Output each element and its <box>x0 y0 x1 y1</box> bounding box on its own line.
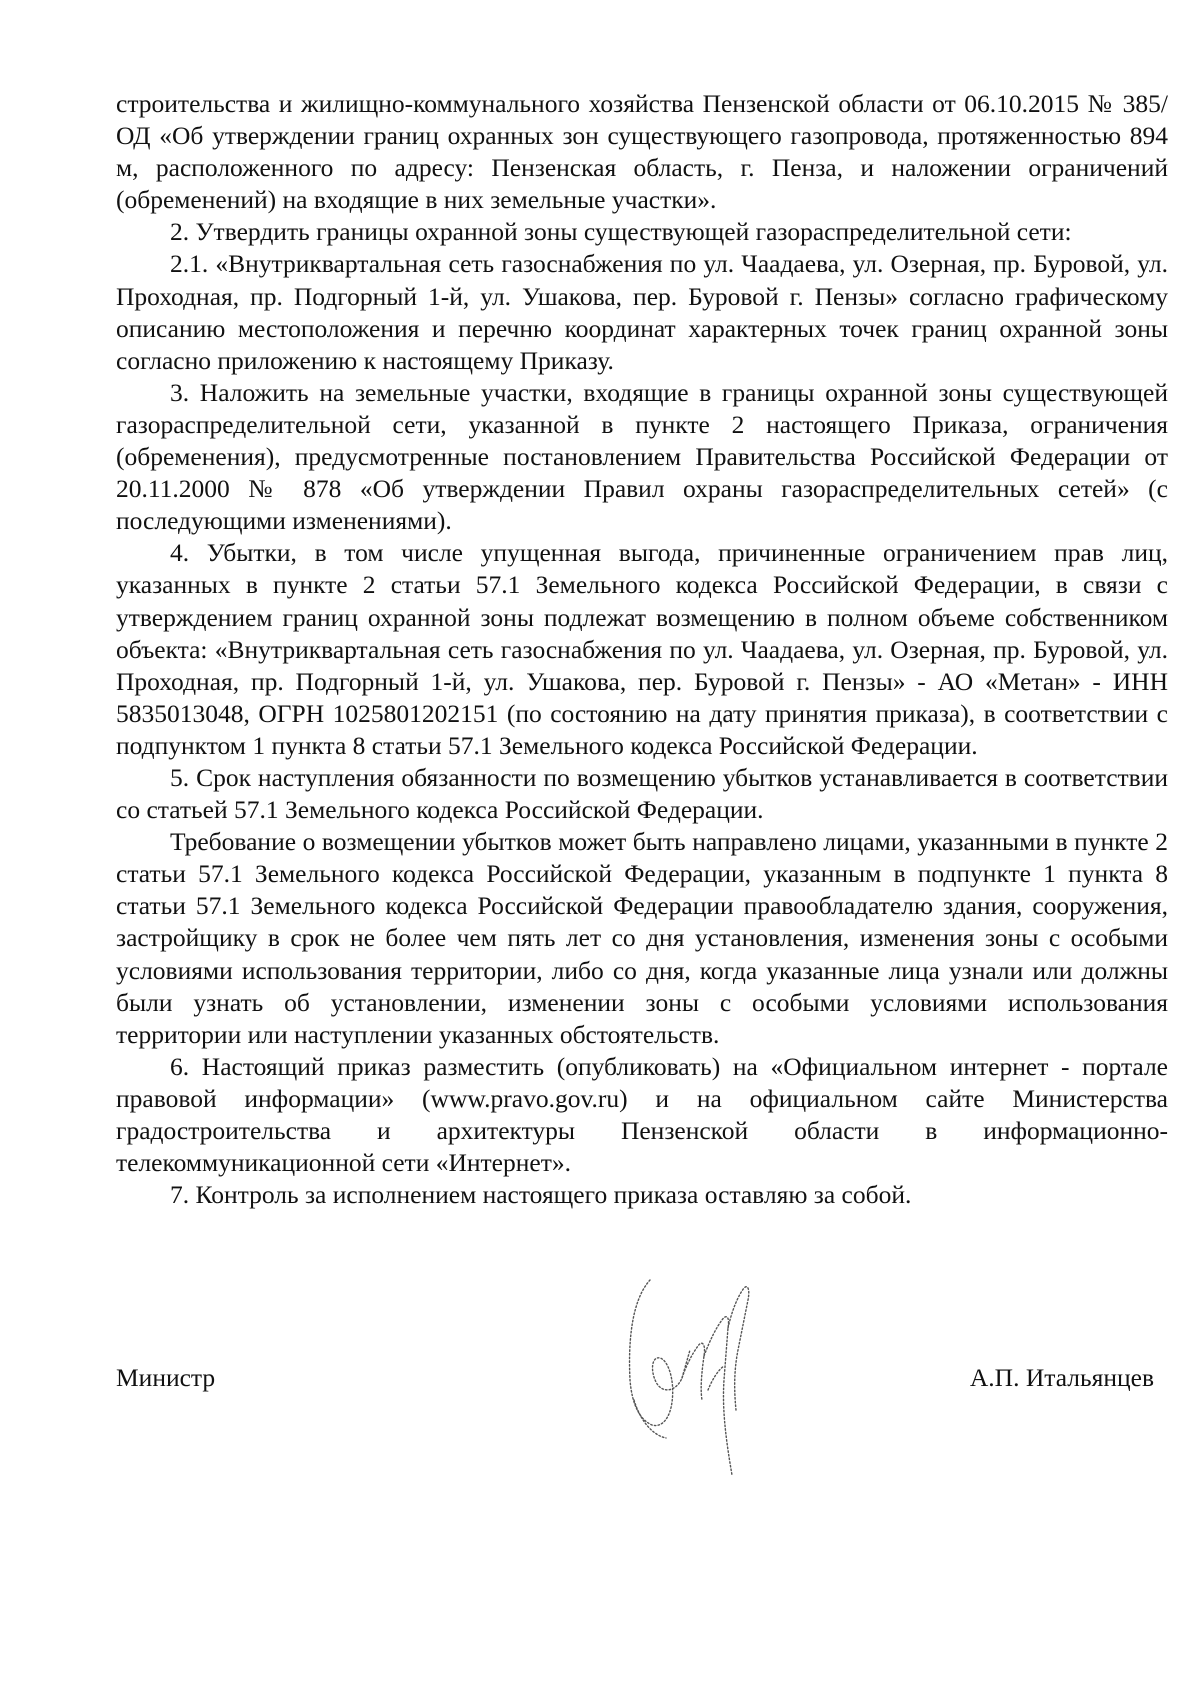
signature-block <box>116 1360 1168 1440</box>
paragraph-continuation: строительства и жилищно-коммунального хозяйства Пензенской области от 06.10.2015 № 385/ОД «Об утверждении границ охранных зон существующего газопровода, протяженностью 894 м, расположенного по адресу: Пензенская область, г. Пенза, и наложении ограничений (обременений) на входящие в них земельные участки». <box>116 89 1168 215</box>
document-body <box>116 88 1168 1211</box>
paragraph-item-7: 7. Контроль за исполнением настоящего приказа оставляю за собой. <box>170 1180 912 1210</box>
paragraph-item-2: 2. Утвердить границы охранной зоны существующей газораспределительной сети: <box>170 217 1072 247</box>
paragraph-item-4: 4. Убытки, в том числе упущенная выгода, причиненные ограничением прав лиц, указанных в пункте 2 статьи 57.1 Земельного кодекса Российской Федерации, в связи с утверждением границ охранной зоны подлежат возмещению в полном объеме собственником объекта: «Внутриквартальная сеть газоснабжения по ул. Чаадаева, ул. Озерная, пр. Буровой, ул. Проходная, пр. Подгорный 1-й, ул. Ушакова, пер. Буровой г. Пензы» - АО «Метан» - ИНН 5835013048, ОГРН 1025801202151 (по состоянию на дату принятия приказа), в соответствии с подпунктом 1 пункта 8 статьи 57.1 Земельного кодекса Российской Федерации. <box>116 538 1168 760</box>
paragraph-item-2-1: 2.1. «Внутриквартальная сеть газоснабжения по ул. Чаадаева, ул. Озерная, пр. Буровой, ул. Проходная, пр. Подгорный 1-й, ул. Ушакова, пер. Буровой г. Пензы» согласно графическому описанию местоположения и перечню координат характерных точек границ охранной зоны согласно приложению к настоящему Приказу. <box>116 249 1168 375</box>
paragraph-damages-claim: Требование о возмещении убытков может быть направлено лицами, указанными в пункте 2 статьи 57.1 Земельного кодекса Российской Федерации, указанным в подпункте 1 пункта 8 статьи 57.1 Земельного кодекса Российской Федерации правообладателю здания, сооружения, застройщику в срок не более чем пять лет со дня установления, изменения зоны с особыми условиями использования территории, либо со дня, когда указанные лица узнали или должны были узнать об установлении, изменении зоны с особыми условиями использования территории или наступлении указанных обстоятельств. <box>116 827 1168 1049</box>
signatory-name: А.П. Итальянцев <box>969 1363 1154 1392</box>
signatory-position: Министр <box>116 1363 216 1392</box>
paragraph-item-5: 5. Срок наступления обязанности по возмещению убытков устанавливается в соответствии со статьей 57.1 Земельного кодекса Российской Федерации. <box>116 762 1168 825</box>
paragraph-item-3: 3. Наложить на земельные участки, входящие в границы охранной зоны существующей газораспределительной сети, указанной в пункте 2 настоящего Приказа, ограничения (обременения), предусмотренные постановлением Правительства Российской Федерации от 20.11.2000 № 878 «Об утверждении Правил охраны газораспределительных сетей» (с последующими изменениями). <box>116 377 1168 536</box>
paragraph-item-6: 6. Настоящий приказ разместить (опубликовать) на «Официальном интернет - портале правовой информации» (www.pravo.gov.ru) и на официальном сайте Министерства градостроительства и архитектуры Пензенской области в информационно-телекоммуникационной сети «Интернет». <box>116 1051 1168 1178</box>
